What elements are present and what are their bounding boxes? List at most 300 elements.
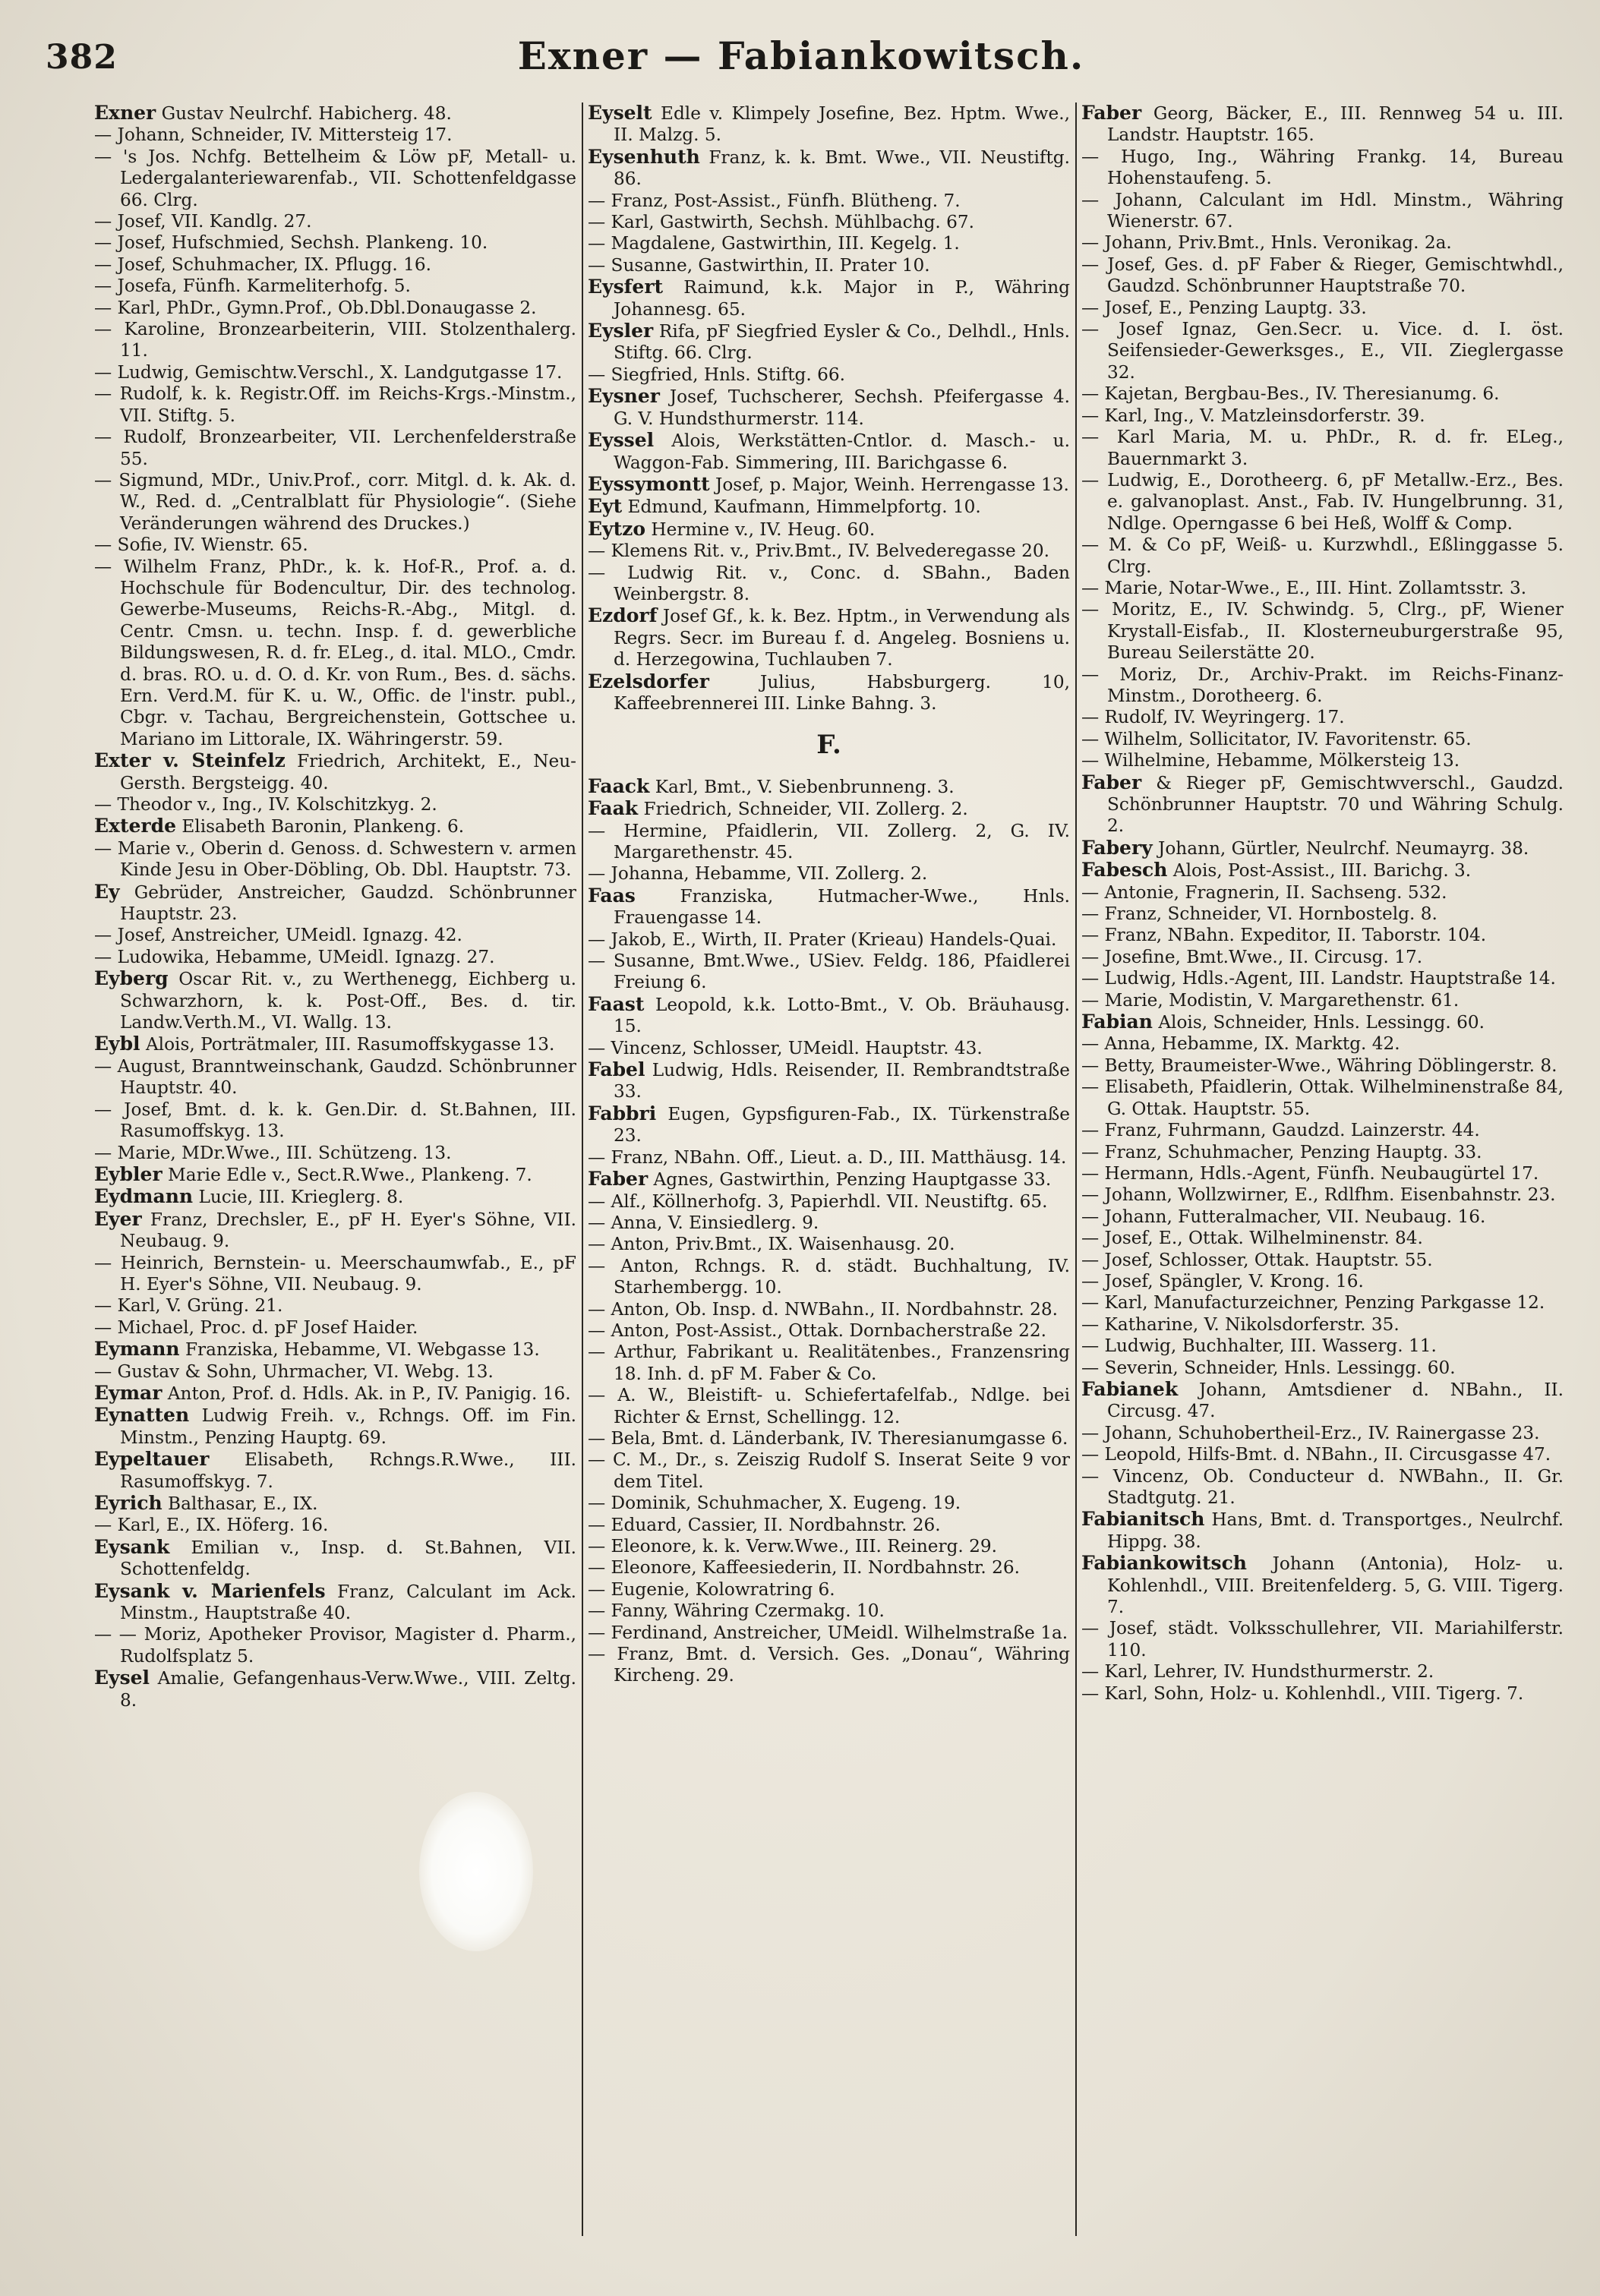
entry-text: — Karl, V. Grüng. 21. <box>94 1295 283 1317</box>
entry-text: — Fanny, Währing Czermakg. 10. <box>588 1601 885 1622</box>
entry-text: Edle v. Klimpely Josefine, Bez. Hptm. Wwe., II. Malzg. 5. <box>614 103 1070 146</box>
directory-entry <box>1081 535 1564 578</box>
directory-entry <box>1081 578 1564 599</box>
entry-text: — Anna, Hebamme, IX. Marktg. 42. <box>1081 1033 1400 1055</box>
entry-text: — Moritz, E., IV. Schwindg. 5, Clrg., pF, Wiener Krystall-Eisfab., II. Klosterneuburgerstraße 95, Bureau Seilerstätte 20. <box>1081 599 1564 664</box>
entry-headword: Eysank v. Marienfels <box>94 1579 326 1602</box>
entry-headword: Eynatten <box>94 1404 190 1427</box>
directory-entry <box>1081 1314 1564 1336</box>
entry-text: — Theodor v., Ing., IV. Kolschitzkyg. 2. <box>94 794 437 815</box>
entry-text: — Anton, Rchngs. R. d. städt. Buchhaltung, IV. Starhembergg. 10. <box>588 1255 1070 1298</box>
entry-text: Josef Gf., k. k. Bez. Hptm., in Verwendung als Regrs. Secr. im Bureau f. d. Angeleg. Bosniens u. d. Herzegowina, Tuchlauben 7. <box>614 606 1070 670</box>
directory-entry <box>588 1038 1070 1059</box>
directory-entry <box>94 1581 576 1625</box>
directory-entry <box>588 1515 1070 1536</box>
directory-entry <box>588 1191 1070 1213</box>
entry-headword: Eyt <box>588 495 623 518</box>
directory-entry <box>94 1449 576 1493</box>
directory-entry <box>588 102 1070 147</box>
directory-entry <box>1081 599 1564 664</box>
directory-entry <box>1081 1292 1564 1314</box>
entry-text: Rifa, pF Siegfried Eysler & Co., Delhdl., Hnls. Stiftg. 66. Clrg. <box>614 321 1070 364</box>
entry-text: Amalie, Gefangenhaus-Verw.Wwe., VIII. Zeltg. 8. <box>120 1668 576 1711</box>
entry-text: — Klemens Rit. v., Priv.Bmt., IV. Belvederegasse 20. <box>588 541 1049 562</box>
entry-headword: Faak <box>588 797 639 820</box>
entry-text: Franz, k. k. Bmt. Wwe., VII. Neustiftg. 86. <box>614 147 1070 190</box>
entry-headword: Eysank <box>94 1535 170 1558</box>
entry-text: Hans, Bmt. d. Transportges., Neulrchf. Hippg. 38. <box>1107 1509 1564 1552</box>
entry-text: — Johann, Priv.Bmt., Hnls. Veronikag. 2a. <box>1081 232 1452 254</box>
directory-entry <box>94 298 576 319</box>
directory-entry <box>1081 1553 1564 1618</box>
directory-entry <box>588 885 1070 929</box>
directory-entry <box>1081 1206 1564 1228</box>
directory-entry <box>1081 1033 1564 1055</box>
paper-blot <box>419 1792 533 1951</box>
directory-entry <box>588 1103 1070 1147</box>
entry-headword: Eyrich <box>94 1492 163 1514</box>
directory-entry <box>94 1339 576 1361</box>
directory-entry <box>588 1557 1070 1578</box>
entry-text: — Ferdinand, Anstreicher, UMeidl. Wilhelmstraße 1a. <box>588 1622 1068 1643</box>
entry-text: Johann, Amtsdiener d. NBahn., II. Circusg. 47. <box>1107 1379 1564 1422</box>
entry-text: — Vincenz, Schlosser, UMeidl. Hauptstr. 43. <box>588 1037 983 1058</box>
entry-text: Edmund, Kaufmann, Himmelpfortg. 10. <box>627 497 981 518</box>
column-2 <box>588 102 1070 2274</box>
directory-entry <box>94 1361 576 1383</box>
entry-headword: Fabianitsch <box>1081 1508 1205 1531</box>
entry-headword: Fabbri <box>588 1102 657 1124</box>
entry-text: — Rudolf, k. k. Registr.Off. im Reichs-Krgs.-Minstm., VII. Stiftg. 5. <box>94 383 576 426</box>
entry-text: — Severin, Schneider, Hnls. Lessingg. 60. <box>1081 1357 1456 1378</box>
entry-text: — Sofie, IV. Wienstr. 65. <box>94 535 308 556</box>
directory-entry <box>1081 1228 1564 1249</box>
directory-entry <box>1081 298 1564 319</box>
entry-text: — Ludowika, Hebamme, UMeidl. Ignazg. 27. <box>94 946 495 967</box>
entry-text: — Siegfried, Hnls. Stiftg. 66. <box>588 364 846 385</box>
entry-text: Gustav Neulrchf. Habicherg. 48. <box>161 103 452 124</box>
entry-text: Marie Edle v., Sect.R.Wwe., Plankeng. 7. <box>168 1164 532 1185</box>
entry-text: — Karl, Lehrer, IV. Hundsthurmerstr. 2. <box>1081 1661 1434 1683</box>
entry-text: — Sigmund, MDr., Univ.Prof., corr. Mitgl. d. k. Ak. d. W., Red. d. „Centralblatt für Physiologie“. (Siehe Veränderungen während des Druckes.) <box>94 469 576 534</box>
entry-text: — Leopold, Hilfs-Bmt. d. NBahn., II. Circusgasse 47. <box>1081 1444 1551 1465</box>
entry-text: Franziska, Hebamme, VI. Webgasse 13. <box>185 1339 540 1361</box>
entry-headword: Eyssel <box>588 429 655 452</box>
entry-text: — Susanne, Gastwirthin, II. Prater 10. <box>588 254 930 276</box>
entry-headword: Eymann <box>94 1338 180 1361</box>
entry-text: — Karoline, Bronzearbeiterin, VIII. Stolzenthalerg. 11. <box>94 319 576 361</box>
entry-text: Elisabeth Baronin, Plankeng. 6. <box>181 816 465 837</box>
entry-text: — — Moriz, Apotheker Provisor, Magister d. Pharm., Rudolfsplatz 5. <box>94 1624 576 1667</box>
directory-entry <box>94 1493 576 1515</box>
entry-text: — Dominik, Schuhmacher, X. Eugeng. 19. <box>588 1493 961 1514</box>
entry-text: & Rieger pF, Gemischtwverschl., Gaudzd. Schönbrunner Hauptstr. 70 und Währing Schulg. 2. <box>1107 772 1564 837</box>
directory-entry <box>588 386 1070 430</box>
entry-text: — Josef, Schlosser, Ottak. Hauptstr. 55. <box>1081 1249 1433 1270</box>
entry-text: — Anton, Priv.Bmt., IX. Waisenhausg. 20. <box>588 1234 955 1255</box>
directory-entry <box>94 147 576 211</box>
running-head: Exner — Fabiankowitsch. <box>517 33 1085 78</box>
column-3 <box>1081 102 1564 2274</box>
directory-entry <box>588 1147 1070 1168</box>
entry-text: — Josef, VII. Kandlg. 27. <box>94 211 312 232</box>
directory-entry <box>588 951 1070 994</box>
entry-text: Raimund, k.k. Major in P., Währing Johannesg. 65. <box>614 277 1070 320</box>
directory-entry <box>1081 947 1564 968</box>
entry-text: — Eduard, Cassier, II. Nordbahnstr. 26. <box>588 1514 941 1535</box>
entry-text: Elisabeth, Rchngs.R.Wwe., III. Rasumoffskyg. 7. <box>120 1449 576 1492</box>
directory-entry <box>588 233 1070 254</box>
directory-entry <box>1081 254 1564 298</box>
directory-entry <box>94 232 576 254</box>
directory-entry <box>1081 147 1564 190</box>
entry-headword: Ezelsdorfer <box>588 670 709 692</box>
entry-text: — Anton, Ob. Insp. d. NWBahn., II. Nordbahnstr. 28. <box>588 1298 1059 1320</box>
entry-text: — Josef, Schuhmacher, IX. Pflugg. 16. <box>94 254 432 275</box>
directory-entry <box>94 1515 576 1536</box>
entry-headword: Eyselt <box>588 102 652 124</box>
entry-text: — Karl Maria, M. u. PhDr., R. d. fr. ELeg., Bauernmarkt 3. <box>1081 427 1564 469</box>
column-1 <box>94 102 576 2274</box>
directory-entry <box>588 563 1070 606</box>
directory-entry <box>588 212 1070 233</box>
directory-entry <box>1081 1142 1564 1163</box>
entry-text: Emilian v., Insp. d. St.Bahnen, VII. Schottenfeldg. <box>120 1537 576 1580</box>
entry-text: — Gustav & Sohn, Uhrmacher, VI. Webg. 13. <box>94 1361 494 1382</box>
directory-entry <box>94 1253 576 1296</box>
entry-text: — Alf., Köllnerhofg. 3, Papierhdl. VII. Neustiftg. 65. <box>588 1191 1048 1212</box>
directory-entry <box>1081 882 1564 904</box>
directory-entry <box>588 1449 1070 1493</box>
entry-headword: Faber <box>1081 771 1142 793</box>
entry-text: — A. W., Bleistift- u. Schiefertafelfab., Ndlge. bei Richter & Ernst, Schellingg. 12. <box>588 1385 1070 1427</box>
directory-entry <box>588 320 1070 364</box>
entry-text: Friedrich, Schneider, VII. Zollerg. 2. <box>643 799 968 820</box>
directory-entry <box>94 102 576 125</box>
entry-text: — Rudolf, Bronzearbeiter, VII. Lerchenfelderstraße 55. <box>94 427 576 469</box>
directory-entry <box>1081 1120 1564 1141</box>
entry-headword: Eysfert <box>588 276 664 298</box>
entry-text: — Betty, Braumeister-Wwe., Währing Döblingerstr. 8. <box>1081 1055 1557 1076</box>
entry-text: Hermine v., IV. Heug. 60. <box>651 519 876 540</box>
directory-entry <box>588 255 1070 276</box>
directory-entry <box>94 557 576 751</box>
entry-headword: Ey <box>94 880 120 903</box>
directory-entry <box>1081 383 1564 405</box>
entry-headword: Eysler <box>588 320 654 342</box>
directory-entry <box>1081 1618 1564 1661</box>
entry-text: — Karl, E., IX. Höferg. 16. <box>94 1515 329 1536</box>
entry-text: — Franz, NBahn. Off., Lieut. a. D., III. Matthäusg. 14. <box>588 1146 1067 1168</box>
entry-headword: Eymar <box>94 1381 163 1404</box>
entry-headword: Eysenhuth <box>588 145 700 168</box>
directory-entry <box>1081 1184 1564 1206</box>
entry-text: — Josef, städt. Volksschullehrer, VII. Mariahilferstr. 110. <box>1081 1618 1564 1660</box>
entry-headword: Exter v. Steinfelz <box>94 749 286 772</box>
entry-text: Oscar Rit. v., zu Werthenegg, Eichberg u. Schwarzhorn, k. k. Post-Off., Bes. d. tir. Landw.Verth.M., VI. Wallg. 13. <box>120 969 576 1033</box>
directory-entry <box>94 750 576 794</box>
entry-text: Franz, Calculant im Ack. Minstm., Hauptstraße 40. <box>120 1581 576 1624</box>
entry-text: Julius, Habsburgerg. 10, Kaffeebrennerei III. Linke Bahng. 3. <box>614 671 1070 714</box>
entry-text: — Elisabeth, Pfaidlerin, Ottak. Wilhelminenstraße 84, G. Ottak. Hauptstr. 55. <box>1081 1077 1564 1119</box>
directory-entry <box>94 1164 576 1186</box>
entry-text: — Josefa, Fünfh. Karmeliterhofg. 5. <box>94 276 411 297</box>
directory-entry <box>94 470 576 535</box>
entry-headword: Faack <box>588 774 650 797</box>
directory-entry <box>1081 707 1564 728</box>
entry-text: — Anton, Post-Assist., Ottak. Dornbacherstraße 22. <box>588 1320 1046 1341</box>
entry-text: Josef, p. Major, Weinh. Herrengasse 13. <box>715 474 1069 495</box>
directory-entry <box>588 798 1070 820</box>
entry-text: Anton, Prof. d. Hdls. Ak. in P., IV. Panigig. 16. <box>167 1383 571 1404</box>
directory-entry <box>1081 1250 1564 1271</box>
entry-text: — Ludwig, Gemischtw.Verschl., X. Landgutgasse 17. <box>94 361 563 383</box>
directory-entry <box>94 947 576 968</box>
directory-entry <box>588 1168 1070 1191</box>
directory-entry <box>94 125 576 146</box>
entry-text: — Marie, MDr.Wwe., III. Schützeng. 13. <box>94 1142 452 1163</box>
entry-text: — August, Branntweinschank, Gaudzd. Schönbrunner Hauptstr. 40. <box>94 1055 576 1099</box>
entry-text: — Wilhelm Franz, PhDr., k. k. Hof-R., Prof. a. d. Hochschule für Bodencultur, Dir. des technolog. Gewerbe-Museums, Reichs-R.-Abg., Mitgl. d. Centr. Cmsn. u. techn. Insp. f. d. gewerbliche Bildungswesen, R. d. fr. ELeg., d. ital. MLO., Cmdr. d. bras. RO. u. d. O. d. Kr. von Rum., Bes. d. sächs. Ern. Verd.M. für K. u. W., Offic. de l'instr. publ., Cbgr. v. Tachau, Bergreichenstein, Gottschee u. Mariano im Littorale, IX. Währingerstr. 59. <box>94 556 576 749</box>
entry-headword: Exterde <box>94 815 176 837</box>
directory-entry <box>94 1295 576 1317</box>
directory-entry <box>1081 1271 1564 1292</box>
entry-text: — Karl, Manufacturzeichner, Penzing Parkgasse 12. <box>1081 1292 1545 1314</box>
entry-text: — Josef, Bmt. d. k. k. Gen.Dir. d. St.Bahnen, III. Rasumoffskyg. 13. <box>94 1099 576 1142</box>
directory-entry <box>588 1385 1070 1428</box>
directory-entry <box>94 1209 576 1253</box>
directory-entry <box>1081 1423 1564 1444</box>
directory-entry <box>94 1667 576 1711</box>
directory-entry <box>94 535 576 556</box>
directory-entry <box>1081 750 1564 771</box>
entry-text: Karl, Bmt., V. Siebenbrunneng. 3. <box>655 776 955 797</box>
directory-entry <box>588 929 1070 951</box>
directory-entry <box>1081 859 1564 882</box>
entry-text: — Rudolf, IV. Weyringerg. 17. <box>1081 707 1345 728</box>
entry-text: — Moriz, Dr., Archiv-Prakt. im Reichs-Finanz-Minstm., Dorotheerg. 6. <box>1081 664 1564 706</box>
directory-entry <box>1081 1466 1564 1509</box>
entry-text: — Eleonore, k. k. Verw.Wwe., III. Reinerg. 29. <box>588 1536 998 1556</box>
entry-headword: Fabian <box>1081 1011 1153 1033</box>
page-number: 382 <box>46 38 118 77</box>
directory-entry <box>94 254 576 276</box>
entry-text: — Franz, Post-Assist., Fünfh. Blütheng. 7. <box>588 190 961 211</box>
directory-entry <box>588 1579 1070 1601</box>
directory-entry <box>588 1213 1070 1234</box>
entry-text: — C. M., Dr., s. Zeiszig Rudolf S. Inserat Seite 9 vor dem Titel. <box>588 1449 1070 1492</box>
entry-text: — Karl, PhDr., Gymn.Prof., Ob.Dbl.Donaugasse 2. <box>94 297 537 318</box>
entry-text: Eugen, Gypsfiguren-Fab., IX. Türkenstraße 23. <box>614 1103 1070 1146</box>
entry-headword: Faber <box>588 1168 649 1191</box>
directory-entry <box>588 1256 1070 1299</box>
directory-entry <box>1081 904 1564 925</box>
entry-text: — Eugenie, Kolowratring 6. <box>588 1578 835 1600</box>
entry-text: — Karl, Ing., V. Matzleinsdorferstr. 39. <box>1081 405 1425 426</box>
directory-entry <box>94 276 576 297</box>
entry-text: — Marie, Modistin, V. Margarethenstr. 61. <box>1081 989 1460 1011</box>
entry-headword: Ezdorf <box>588 604 658 627</box>
entry-text: — Ludwig, Buchhalter, III. Wasserg. 11. <box>1081 1336 1437 1357</box>
entry-text: — Ludwig, E., Dorotheerg. 6, pF Metallw.-Erz., Bes. e. galvanoplast. Anst., Fab. IV. Hungelbrunng. 31, Ndlge. Operngasse 6 bei Heß, Wolff & Comp. <box>1081 469 1564 534</box>
directory-entry <box>94 838 576 882</box>
entry-headword: Faas <box>588 884 636 907</box>
entry-headword: Fabianek <box>1081 1377 1179 1400</box>
directory-entry <box>94 1143 576 1164</box>
directory-entry <box>94 1317 576 1339</box>
directory-entry <box>1081 1444 1564 1465</box>
entry-headword: Fabery <box>1081 836 1153 859</box>
entry-text: — Arthur, Fabrikant u. Realitätenbes., Franzensring 18. Inh. d. pF M. Faber & Co. <box>588 1342 1070 1384</box>
entry-text: — Johann, Calculant im Hdl. Minstm., Währing Wienerstr. 67. <box>1081 189 1564 232</box>
entry-text: — Michael, Proc. d. pF Josef Haider. <box>94 1317 418 1338</box>
entry-headword: Eyberg <box>94 967 169 990</box>
entry-text: — Johann, Futteralmacher, VII. Neubaug. 16. <box>1081 1206 1486 1227</box>
entry-text: — Karl, Sohn, Holz- u. Kohlenhdl., VIII. Tigerg. 7. <box>1081 1683 1524 1704</box>
directory-entry <box>94 1186 576 1208</box>
entry-text: Alois, Schneider, Hnls. Lessingg. 60. <box>1158 1012 1485 1033</box>
directory-entry <box>1081 427 1564 470</box>
directory-entry <box>588 474 1070 496</box>
directory-entry <box>1081 837 1564 859</box>
directory-entry <box>94 427 576 470</box>
directory-entry <box>94 968 576 1033</box>
directory-entry <box>588 821 1070 864</box>
directory-entry <box>1081 1358 1564 1379</box>
entry-text: — 's Jos. Nchfg. Bettelheim & Löw pF, Metall- u. Ledergalanteriewarenfab., VII. Schottenfeldgasse 66. Clrg. <box>94 146 576 210</box>
directory-entry <box>1081 190 1564 233</box>
directory-entry <box>588 541 1070 562</box>
entry-headword: Faast <box>588 992 645 1015</box>
entry-text: — Johanna, Hebamme, VII. Zollerg. 2. <box>588 863 928 885</box>
directory-entry <box>588 1601 1070 1622</box>
entry-text: — Josefine, Bmt.Wwe., II. Circusg. 17. <box>1081 946 1423 967</box>
directory-entry <box>1081 1661 1564 1683</box>
directory-entry <box>1081 102 1564 147</box>
entry-text: — Susanne, Bmt.Wwe., USiev. Feldg. 186, Pfaidlerei Freiung 6. <box>588 951 1070 993</box>
directory-entry <box>1081 1336 1564 1357</box>
entry-text: — Antonie, Fragnerin, II. Sachseng. 532. <box>1081 882 1447 903</box>
directory-entry <box>588 1320 1070 1342</box>
entry-text: — Hermine, Pfaidlerin, VII. Zollerg. 2, G. IV. Margarethenstr. 45. <box>588 820 1070 863</box>
directory-entry <box>588 1493 1070 1514</box>
entry-text: Ludwig Freih. v., Rchngs. Off. im Fin. Minstm., Penzing Hauptg. 69. <box>120 1405 576 1448</box>
directory-entry <box>94 1033 576 1055</box>
section-letter: F. <box>816 730 841 761</box>
entry-text: — Marie, Notar-Wwe., E., III. Hint. Zollamtsstr. 3. <box>1081 577 1527 598</box>
entry-text: — Franz, Bmt. d. Versich. Ges. „Donau“, Währing Kircheng. 29. <box>588 1644 1070 1686</box>
entry-text: — Franz, Schneider, VI. Hornbostelg. 8. <box>1081 904 1437 925</box>
entry-text: Alois, Werkstätten-Cntlor. d. Masch.- u. Waggon-Fab. Simmering, III. Barichgasse 6. <box>614 430 1070 473</box>
entry-text: Franziska, Hutmacher-Wwe., Hnls. Frauengasse 14. <box>614 885 1070 929</box>
directory-entry <box>94 211 576 232</box>
entry-text: — Marie v., Oberin d. Genoss. d. Schwestern v. armen Kinde Jesu in Ober-Döbling, Ob. Dbl. Hauptstr. 73. <box>94 837 576 881</box>
directory-entry <box>94 1537 576 1581</box>
directory-entry <box>94 1099 576 1143</box>
entry-text: Lucie, III. Krieglerg. 8. <box>198 1187 404 1208</box>
directory-entry <box>1081 1055 1564 1077</box>
entry-text: Balthasar, E., IX. <box>168 1493 318 1514</box>
entry-text: — Johann, Wollzwirner, E., Rdlfhm. Eisenbahnstr. 23. <box>1081 1184 1556 1206</box>
entry-headword: Exner <box>94 102 156 124</box>
directory-entry <box>1081 1683 1564 1705</box>
column-divider <box>582 102 583 2236</box>
directory-entry <box>588 1644 1070 1687</box>
directory-entry <box>1081 405 1564 427</box>
entry-text: — Josef, Spängler, V. Krong. 16. <box>1081 1270 1364 1292</box>
entry-text: — Franz, Schuhmacher, Penzing Hauptg. 33. <box>1081 1141 1482 1162</box>
entry-text: — Anna, V. Einsiedlerg. 9. <box>588 1212 819 1233</box>
entry-text: — Josef, E., Ottak. Wilhelminenstr. 84. <box>1081 1228 1423 1249</box>
entry-headword: Eysel <box>94 1667 150 1689</box>
directory-entry <box>588 147 1070 191</box>
directory-entry <box>588 1059 1070 1103</box>
directory-entry <box>1081 925 1564 946</box>
entry-text: — Josef Ignaz, Gen.Secr. u. Vice. d. I. öst. Seifensieder-Gewerksges., E., VII. Zieglergasse 32. <box>1081 319 1564 383</box>
directory-entry <box>588 671 1070 715</box>
entry-text: — Johann, Schneider, IV. Mittersteig 17. <box>94 125 453 146</box>
directory-entry <box>1081 1163 1564 1184</box>
entry-text: — Katharine, V. Nikolsdorferstr. 35. <box>1081 1314 1400 1335</box>
directory-entry <box>588 430 1070 474</box>
directory-entry <box>94 925 576 946</box>
directory-entry <box>588 519 1070 541</box>
entry-text: — M. & Co pF, Weiß- u. Kurzwhdl., Eßlinggasse 5. Clrg. <box>1081 535 1564 577</box>
entry-text: Friedrich, Architekt, E., Neu-Gersth. Bergsteigg. 40. <box>120 751 576 793</box>
directory-entry <box>588 1428 1070 1449</box>
directory-entry <box>588 496 1070 518</box>
directory-entry <box>588 364 1070 386</box>
entry-text: — Vincenz, Ob. Conducteur d. NWBahn., II. Gr. Stadtgutg. 21. <box>1081 1465 1564 1508</box>
entry-text: Josef, Tuchscherer, Sechsh. Pfeifergasse 4. G. V. Hundsthurmerstr. 114. <box>614 386 1070 429</box>
directory-entry <box>588 1342 1070 1385</box>
entry-text: — Franz, NBahn. Expeditor, II. Taborstr. 104. <box>1081 925 1487 946</box>
directory-entry <box>94 794 576 815</box>
entry-headword: Eybler <box>94 1162 163 1185</box>
entry-text: — Karl, Gastwirth, Sechsh. Mühlbachg. 67. <box>588 212 975 233</box>
entry-text: Gebrüder, Anstreicher, Gaudzd. Schönbrunner Hauptstr. 23. <box>120 882 576 925</box>
entry-headword: Eyssymontt <box>588 472 710 495</box>
entry-text: — Josef, Anstreicher, UMeidl. Ignazg. 42. <box>94 925 462 946</box>
directory-entry <box>1081 772 1564 837</box>
entry-headword: Fabel <box>588 1058 645 1081</box>
directory-entry <box>94 815 576 837</box>
directory-entry <box>94 1624 576 1667</box>
entry-headword: Eytzo <box>588 517 646 540</box>
directory-entry <box>94 383 576 427</box>
directory-entry <box>1081 1011 1564 1033</box>
entry-headword: Eydmann <box>94 1185 194 1208</box>
directory-entry <box>588 863 1070 885</box>
entry-text: — Ludwig Rit. v., Conc. d. SBahn., Baden Weinbergstr. 8. <box>588 562 1070 604</box>
entry-text: — Josef, Ges. d. pF Faber & Rieger, Gemischtwhdl., Gaudzd. Schönbrunner Hauptstraße 70. <box>1081 254 1564 297</box>
entry-text: — Bela, Bmt. d. Länderbank, IV. Theresianumgasse 6. <box>588 1427 1068 1449</box>
entry-text: — Kajetan, Bergbau-Bes., IV. Theresianumg. 6. <box>1081 383 1500 405</box>
entry-text: — Ludwig, Hdls.-Agent, III. Landstr. Hauptstraße 14. <box>1081 968 1556 989</box>
entry-text: — Eleonore, Kaffeesiederin, II. Nordbahnstr. 26. <box>588 1557 1021 1578</box>
directory-entry <box>94 1405 576 1449</box>
page-header <box>46 30 1557 91</box>
directory-entry <box>588 276 1070 320</box>
directory-entry <box>588 776 1070 798</box>
directory-entry <box>1081 990 1564 1011</box>
directory-entry <box>1081 232 1564 254</box>
directory-entry <box>94 362 576 383</box>
column-divider <box>1075 102 1077 2236</box>
entry-text: — Wilhelmine, Hebamme, Mölkersteig 13. <box>1081 750 1460 771</box>
directory-entry <box>1081 664 1564 708</box>
entry-text: Alois, Porträtmaler, III. Rasumoffskygasse 13. <box>145 1034 555 1055</box>
